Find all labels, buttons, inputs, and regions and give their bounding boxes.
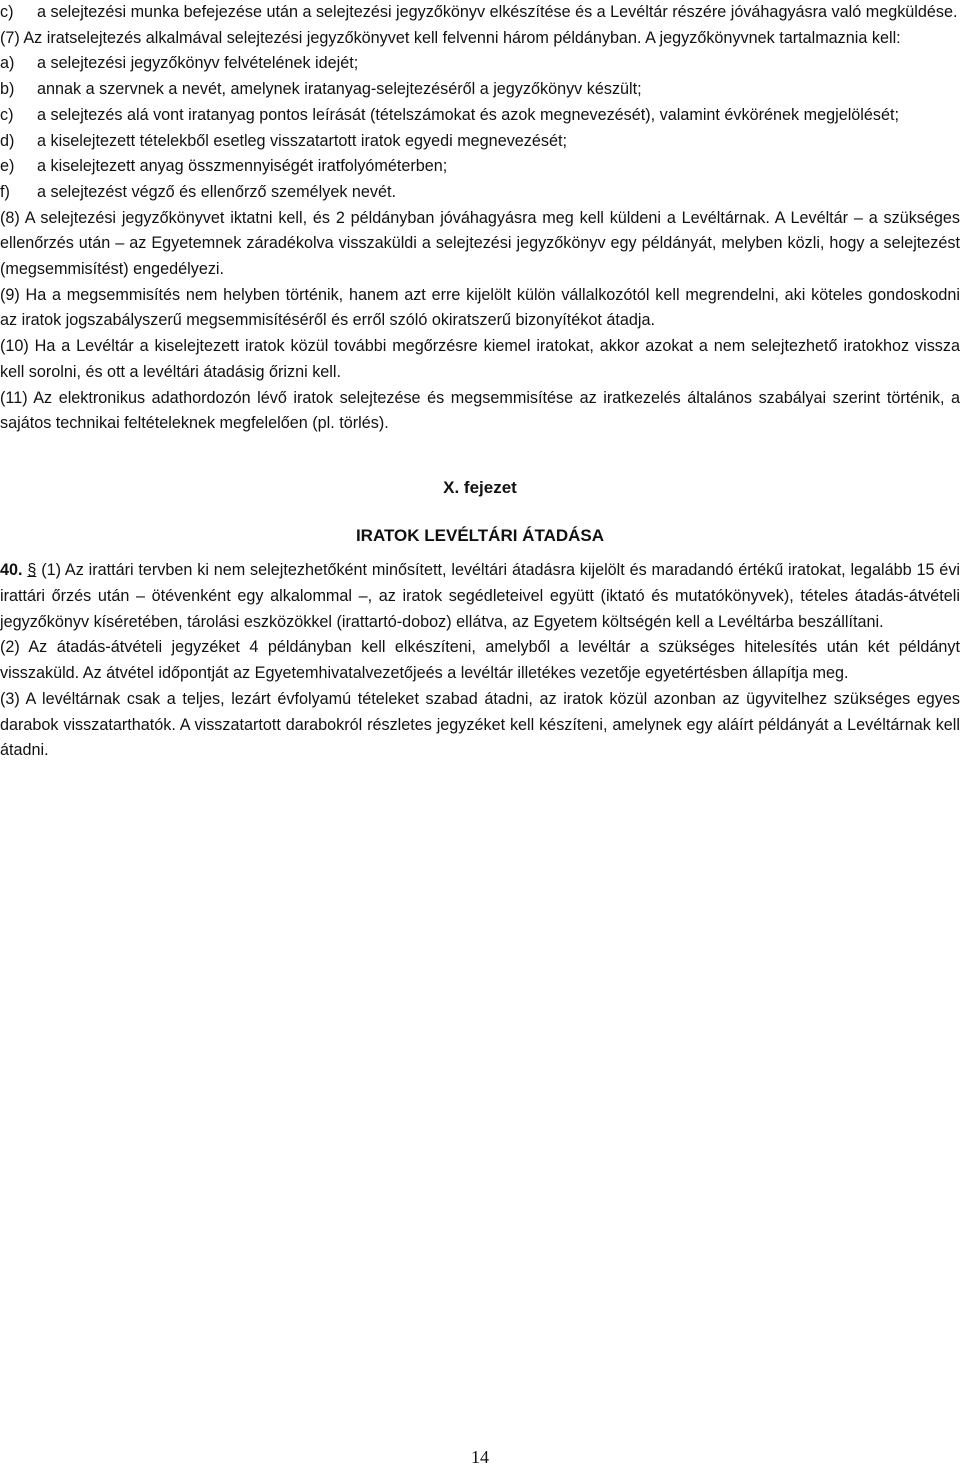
article-40-paragraph-2: (2) Az átadás-átvételi jegyzéket 4 példányban kell elkészíteni, amelyből a levéltár a szükséges hitelesítés után két példányt visszaküld. Az átvétel időpontját az Egyetemhivatalvezetőjeés a levéltár illetékes vezetője egyetértésben állapítja meg. — [0, 638, 960, 683]
list-item-text: a kiselejtezett tételekből esetleg visszatartott iratok egyedi megnevezését; — [37, 131, 567, 150]
list-item-c-top — [0, 0, 960, 26]
article-40-text: (1) Az irattári tervben ki nem selejtezhetőként minősített, levéltári átadásra kijelölt és maradandó értékű iratokat, legalább 15 évi irattári őrzés után – ötévenként egy alkalommal –, az iratok segédleteivel együtt (iktató és mutatókönyvek), tételes átadás-átvételi jegyzőkönyv kíséretében, tárolási eszközökkel (irattartó-doboz) ellátva, az Egyetem költségén kell a Levéltárba beszállítani. — [0, 561, 960, 631]
list-item-label: c) — [0, 105, 14, 124]
list-item-text: a selejtezést végző és ellenőrző személyek nevét. — [37, 182, 397, 201]
list-item-label: b) — [0, 80, 15, 99]
article-40-paragraph-3: (3) A levéltárnak csak a teljes, lezárt évfolyamú tételeket szabad átadni, az iratok közül azonban az ügyvitelhez szükséges egyes darabok visszatarthatók. A visszatartott darabokról részletes jegyzéket kell készíteni, amelynek egy aláírt példányát a Levéltárnak kell átadni. — [0, 689, 960, 760]
list-item-d — [0, 129, 960, 155]
list-item-label: e) — [0, 157, 15, 176]
list-item-text: a selejtezési munka befejezése után a selejtezési jegyzőkönyv elkészítése és a Levéltár részére jóváhagyásra való megküldése. — [37, 3, 958, 21]
list-item-text: a selejtezési jegyzőkönyv felvételének idejét; — [37, 54, 359, 73]
paragraph-9: (9) Ha a megsemmisítés nem helyben történik, hanem azt erre kijelölt külön vállalkozótól kell megrendelni, aki köteles gondoskodni az iratok jogszabályszerű megsemmisítéséről és erről szóló okiratszerű bizonyítékot átadja. — [0, 285, 960, 330]
article-40-paragraph-1 — [0, 558, 960, 635]
list-item-label: d) — [0, 131, 15, 150]
page-number: 14 — [471, 1447, 489, 1467]
chapter-number: X. fejezet — [443, 477, 517, 497]
list-item-label: f) — [0, 182, 10, 201]
list-item-a — [0, 51, 960, 77]
list-item-label: a) — [0, 54, 15, 73]
paragraph-11: (11) Az elektronikus adathordozón lévő iratok selejtezése és megsemmisítése az iratkezelés általános szabályai szerint történik, a sajátos technikai feltételeknek megfelelően (pl. törlés). — [0, 388, 960, 433]
list-item-e — [0, 154, 960, 180]
paragraph-10: (10) Ha a Levéltár a kiselejtezett iratok közül további megőrzésre kiemel iratokat, akkor azokat a nem selejtezhető iratokhoz vissza kell sorolni, és ott a levéltári átadásig őrizni kell. — [0, 337, 960, 381]
list-item-text: a kiselejtezett anyag összmennyiségét iratfolyóméterben; — [37, 157, 448, 176]
list-item-text: annak a szervnek a nevét, amelynek iratanyag-selejtezéséről a jegyzőkönyv készült; — [37, 80, 642, 99]
section-sign: § — [27, 561, 37, 580]
article-number: 40. — [0, 561, 23, 580]
list-item-f — [0, 180, 960, 206]
chapter-title: IRATOK LEVÉLTÁRI ÁTADÁSA — [355, 525, 605, 545]
paragraph-7-intro: (7) Az iratselejtezés alkalmával selejtezési jegyzőkönyvet kell felvenni három példányban. A jegyzőkönyvnek tartalmaznia kell: — [0, 28, 901, 47]
paragraph-8: (8) A selejtezési jegyzőkönyvet iktatni kell, és 2 példányban jóváhagyásra meg kell küldeni a Levéltárnak. A Levéltár – a szükséges ellenőrzés után – az Egyetemnek záradékolva visszaküldi a selejtezési jegyzőkönyv egy példányát, melyben közli, hogy a selejtezést (megsemmisítést) engedélyezi. — [0, 208, 960, 279]
list-item-label: c) — [0, 3, 14, 21]
list-item-c — [0, 103, 960, 129]
list-item-b — [0, 77, 960, 103]
list-item-text: a selejtezés alá vont iratanyag pontos leírását (tételszámokat és azok megnevezését), valamint évkörének megjelölését; — [37, 105, 899, 124]
